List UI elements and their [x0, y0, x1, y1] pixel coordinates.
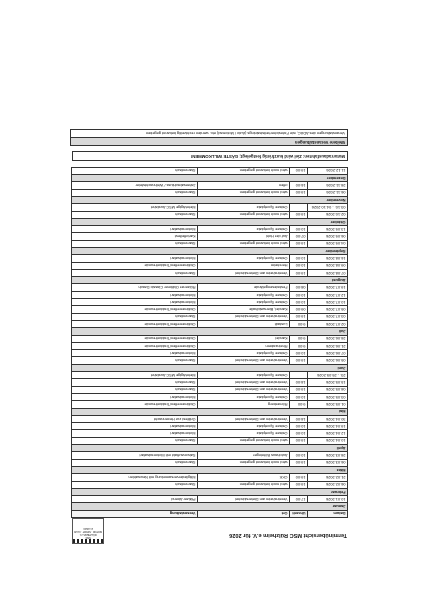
cell-location: Vereinsheim am Dieterskirchel — [198, 269, 290, 276]
table-row — [72, 226, 348, 233]
cell-time: 19:00 — [290, 167, 308, 174]
cell-location: Vereinsheim am Dieterskirchel — [198, 313, 290, 320]
cell-date: 19.07.2026 — [308, 284, 348, 291]
table-row — [72, 481, 348, 488]
cell-date: 03.05.2026 — [308, 393, 348, 400]
cell-date: 07.06.2026 — [308, 350, 348, 357]
cell-date: 13.09.2026 — [308, 226, 348, 233]
cell-time: 19:00 — [290, 269, 308, 276]
table-row — [72, 415, 348, 422]
cell-event: Kartoffelfest — [72, 233, 198, 240]
table-row — [72, 474, 348, 481]
cell-time: 18:00 — [290, 415, 308, 422]
cell-event: Grillfest zur Hexennacht — [72, 415, 198, 422]
cell-event: Oldtimerreffen/Traktorfreunde — [72, 342, 198, 349]
cell-event: Stammtisch — [72, 189, 198, 196]
cell-time: 19:00 — [290, 459, 308, 466]
cell-date: 12.07.2026 — [308, 291, 348, 298]
cell-event: Jahresabschluss / Weihnachtsfeier — [72, 182, 198, 189]
cell-event: Oldtimerreffen/Traktorfreunde — [72, 306, 198, 313]
month-label: November — [72, 196, 348, 203]
cell-location: Herxheim — [198, 262, 290, 269]
cell-location: Ostsee Sportplatz — [198, 393, 290, 400]
table-row — [72, 167, 348, 174]
cell-time: 07:00 — [290, 233, 308, 240]
table-row — [72, 357, 348, 364]
month-row — [72, 248, 348, 255]
cell-location: Ostsee Sportplatz — [198, 350, 290, 357]
cell-location: Rheinzabern — [198, 342, 290, 349]
document-header — [72, 518, 348, 544]
cell-time: 10:00 — [290, 291, 308, 298]
cell-location: Ostsee Sportplatz — [198, 255, 290, 262]
cell-date: 10.07.2026 — [308, 299, 348, 306]
cell-time: 9:00 — [290, 401, 308, 408]
month-row — [72, 503, 348, 510]
month-label: September — [72, 248, 348, 255]
table-row — [72, 372, 348, 379]
cell-location: offen — [198, 182, 290, 189]
table-row — [72, 320, 348, 327]
cell-event: Oldtimerreffen/Traktorfreunde — [72, 320, 198, 327]
month-row — [72, 488, 348, 495]
cell-location: Vereinsheim am Dieterskirchel — [198, 386, 290, 393]
table-row — [72, 452, 348, 459]
document-title: Terminübersicht MSC Rülzheim e.V. für 2026 — [229, 532, 347, 538]
cell-location: wird noch bekannt gegeben — [198, 189, 290, 196]
month-row — [72, 328, 348, 335]
cell-location: Ostsee Sportplatz — [198, 430, 290, 437]
cell-date: 08.05.2026 — [308, 386, 348, 393]
cell-date: 05.06.2026 — [308, 357, 348, 364]
cell-date: 21.02.2026 — [308, 474, 348, 481]
table-row — [72, 189, 348, 196]
logo-line: MOTOR · SPORT · CLUB — [74, 530, 102, 533]
table-row — [72, 204, 348, 211]
cell-time: 18:00 — [290, 379, 308, 386]
cell-date: 02.10.2026 — [308, 211, 348, 218]
cell-date: 07.08.2026 — [308, 269, 348, 276]
excursion-notice: Motorradausfahrten: Ziel wird kurzfristig festgelegt; GÄSTE WILLKOMMEN! — [72, 151, 348, 161]
header-location: Ort — [198, 510, 290, 517]
cell-date: 10.04.2026 — [308, 437, 348, 444]
month-row — [72, 277, 348, 284]
table-row — [72, 393, 348, 400]
cell-event: Stammtisch — [72, 379, 198, 386]
table-row — [72, 459, 348, 466]
cell-location: Kandel — [198, 335, 290, 342]
cell-location: Autohaus Böhringer — [198, 452, 290, 459]
cell-date: 02.07.2026 — [308, 320, 348, 327]
page-content — [72, 129, 348, 544]
table-row — [72, 386, 348, 393]
cell-event: Stammtisch — [72, 459, 198, 466]
cell-location: Vereinsheim am Dieterskirchel — [198, 379, 290, 386]
cell-event: Motorradsafari — [72, 255, 198, 262]
cell-time: 09:00 — [290, 306, 308, 313]
table-row — [72, 284, 348, 291]
cell-date: 01.05.2026 — [308, 401, 348, 408]
cell-event: Stammtisch — [72, 269, 198, 276]
month-row — [72, 408, 348, 415]
cell-date: 16.08.2026 — [308, 255, 348, 262]
logo-line: MSC — [85, 536, 91, 539]
cell-date: 15.05.2026 — [308, 379, 348, 386]
table-row — [72, 342, 348, 349]
cell-location: Ostsee Sportplatz — [198, 204, 290, 211]
month-label: Oktober — [72, 218, 348, 225]
cell-time: 19:00 — [290, 189, 308, 196]
cell-location: CKK — [198, 474, 290, 481]
month-label: April — [72, 445, 348, 452]
table-header-row — [72, 510, 348, 517]
cell-date: 10.01.2026 — [308, 496, 348, 503]
cell-date: 30.04.2026 — [308, 415, 348, 422]
cell-time: 19:00 — [290, 240, 308, 247]
table-row — [72, 313, 348, 320]
cell-time: 10:00 — [290, 393, 308, 400]
cell-event: Stammtisch — [72, 481, 198, 488]
cell-event: Oldtimerreffen/Traktorfreunde — [72, 335, 198, 342]
cell-date: 03.10. - 04.10.2026 — [308, 204, 348, 211]
cell-date: 11.12.2026 — [308, 167, 348, 174]
cell-event: Motorradsafari — [72, 299, 198, 306]
cell-event: Motorradsafari — [72, 423, 198, 430]
cell-time: 19:00 — [290, 481, 308, 488]
month-row — [72, 466, 348, 473]
cell-time: 10:00 — [290, 452, 308, 459]
cell-time: 10:00 — [290, 299, 308, 306]
cell-event: Saisonauftakt mit Motorradsafari — [72, 452, 198, 459]
cell-location: wird noch bekannt gegeben — [198, 459, 290, 466]
cell-time: 10:00 — [290, 262, 308, 269]
table-row — [72, 350, 348, 357]
header-time: Uhrzeit — [290, 510, 308, 517]
cell-time: 16:00 — [290, 182, 308, 189]
table-row — [72, 379, 348, 386]
cell-location: Vereinsheim am Dieterskirchel — [198, 415, 290, 422]
table-row — [72, 335, 348, 342]
cell-date: 03.07.2026 — [308, 313, 348, 320]
cell-time: 9:00 — [290, 342, 308, 349]
month-label: Januar — [72, 503, 348, 510]
month-label: Dezember — [72, 175, 348, 182]
cell-event: Motorradsafari — [72, 291, 198, 298]
cell-date: 19.04.2026 — [308, 423, 348, 430]
cell-time: 19:00 — [290, 386, 308, 393]
month-label: Mai — [72, 408, 348, 415]
cell-event: Oldtimerreffen/Traktorfreunde — [72, 262, 198, 269]
cell-time: 17:00 — [290, 496, 308, 503]
cell-time: 10:00 — [290, 226, 308, 233]
table-row — [72, 233, 348, 240]
cell-location: Ostsee Sportplatz — [198, 291, 290, 298]
cell-time: 19:00 — [290, 313, 308, 320]
cell-event: Mitgliederversammlung mit Neuwahlen — [72, 474, 198, 481]
further-events-title: Weitere Veranstaltungen — [71, 137, 347, 144]
month-label: Juli — [72, 328, 348, 335]
cell-event: Mehrtägige MSC Ausfahrt — [72, 372, 198, 379]
cell-event: Stammtisch — [72, 240, 198, 247]
month-row — [72, 175, 348, 182]
month-row — [72, 218, 348, 225]
cell-event: Mehrtägige MSC Ausfahrt — [72, 204, 198, 211]
month-label: August — [72, 277, 348, 284]
cell-event: Stammtisch — [72, 211, 198, 218]
cell-time — [290, 372, 308, 379]
cell-location: Lustadt — [198, 320, 290, 327]
table-row — [72, 496, 348, 503]
table-row — [72, 240, 348, 247]
logo-line: RÜLZHEIM e.V. — [79, 533, 97, 536]
cell-event: Stammtisch — [72, 357, 198, 364]
table-row — [72, 306, 348, 313]
cell-date: 06.03.2026 — [308, 459, 348, 466]
logo-checker-stripe — [73, 539, 103, 543]
cell-location: Ostsee Sportplatz — [198, 372, 290, 379]
table-row — [72, 423, 348, 430]
cell-event: Motorradsafari — [72, 393, 198, 400]
table-row — [72, 211, 348, 218]
logo-line: im ADAC — [83, 527, 93, 530]
cell-location: Vereinsheim am Dieterskirchel — [198, 357, 290, 364]
cell-location: Ostsee Sportplatz — [198, 299, 290, 306]
cell-time — [290, 204, 308, 211]
cell-date: 21.06.2026 — [308, 342, 348, 349]
further-events-box — [70, 129, 348, 146]
cell-event: Rülzener Oldtimer Classic Dasch — [72, 284, 198, 291]
cell-time: 19:00 — [290, 474, 308, 481]
cell-date: 09.08.2026 — [308, 262, 348, 269]
cell-time: 08:00 — [290, 284, 308, 291]
table-row — [72, 401, 348, 408]
cell-date: 23. - 25.05.2026 — [308, 372, 348, 379]
cell-date: 28.03.2026 — [308, 452, 348, 459]
cell-event: Stammtisch — [72, 386, 198, 393]
schedule-body — [72, 167, 348, 510]
cell-time: 9:00 — [290, 320, 308, 327]
cell-date: 12.04.2026 — [308, 430, 348, 437]
cell-event: Stammtisch — [72, 437, 198, 444]
cell-event: Stammtisch — [72, 167, 198, 174]
cell-location: wird noch bekannt gegeben — [198, 240, 290, 247]
cell-event: Motorradsafari — [72, 430, 198, 437]
month-label: März — [72, 466, 348, 473]
cell-event: Oldtimerreffen/Traktorfreunde — [72, 401, 198, 408]
cell-time: 19:00 — [290, 357, 308, 364]
cell-date: 06.02.2026 — [308, 481, 348, 488]
cell-location: wird noch bekannt gegeben — [198, 167, 290, 174]
further-events-text: Veranstaltungen des ADAC, wie Fahrsicherheitstrainings (Auto / Motorrad) etc. werden rechtzeitig bekannt gegeben — [145, 131, 345, 137]
table-row — [72, 255, 348, 262]
cell-event: Stammtisch — [72, 313, 198, 320]
month-label: Juni — [72, 364, 348, 371]
cell-date: 28.06.2026 — [308, 335, 348, 342]
table-row — [72, 430, 348, 437]
table-row — [72, 299, 348, 306]
cell-location: Römerberg — [198, 401, 290, 408]
cell-time: 19:00 — [290, 211, 308, 218]
schedule-table — [71, 167, 348, 518]
cell-time: 10:00 — [290, 350, 308, 357]
month-label: Februar — [72, 488, 348, 495]
table-row — [72, 182, 348, 189]
cell-date: 06.11.2026 — [308, 189, 348, 196]
header-date: Datum — [308, 510, 348, 517]
cell-date: 06.09.2026 — [308, 233, 348, 240]
month-row — [72, 364, 348, 371]
cell-time: 9:00 — [290, 335, 308, 342]
cell-event: Motorradsafari — [72, 350, 198, 357]
cell-time: 10:00 — [290, 430, 308, 437]
cell-location: Ostsee Sportplatz — [198, 423, 290, 430]
header-event: Veranstaltung — [72, 510, 198, 517]
cell-location: Vereinsheim am Dieterskirchel — [198, 496, 290, 503]
cell-location: Auf der Hohl — [198, 233, 290, 240]
cell-date: 04.09.2026 — [308, 240, 348, 247]
cell-date: 05.07.2026 — [308, 306, 348, 313]
cell-time: 10:00 — [290, 423, 308, 430]
table-row — [72, 437, 348, 444]
month-row — [72, 196, 348, 203]
cell-event: Pfälzer Abend — [72, 496, 198, 503]
table-row — [72, 269, 348, 276]
cell-location: wird noch bekannt gegeben — [198, 481, 290, 488]
club-logo — [72, 518, 104, 544]
cell-location: wird noch bekannt gegeben — [198, 211, 290, 218]
cell-location: wird noch bekannt gegeben — [198, 437, 290, 444]
cell-event: Motorradsafari — [72, 226, 198, 233]
cell-location: Ostsee Sportplatz — [198, 226, 290, 233]
cell-time: 19:00 — [290, 437, 308, 444]
table-row — [72, 262, 348, 269]
month-row — [72, 445, 348, 452]
cell-location: Kandel, Bienwaldhalle — [198, 306, 290, 313]
cell-date: 28.11.2026 — [308, 182, 348, 189]
cell-time: 10:00 — [290, 255, 308, 262]
table-row — [72, 291, 348, 298]
cell-location: Festwiesengelände — [198, 284, 290, 291]
